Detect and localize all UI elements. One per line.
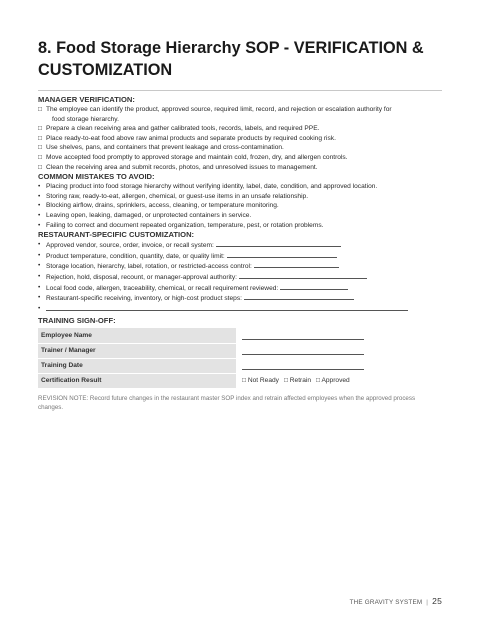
bullet-icon: • <box>38 202 41 210</box>
certification-row <box>38 373 368 388</box>
verification-text: Move accepted food promptly to approved storage and maintain cold, frozen, dry, and allergen controls. <box>46 153 348 161</box>
signoff-row <box>38 343 368 358</box>
customization-heading: RESTAURANT-SPECIFIC CUSTOMIZATION: <box>38 230 195 240</box>
mistake-text: Leaving open, leaking, damaged, or unprotected containers in service. <box>46 211 252 219</box>
fill-in-line[interactable] <box>244 293 354 300</box>
verification-item <box>38 163 446 173</box>
fill-in-line[interactable] <box>227 251 337 258</box>
verification-item <box>38 124 446 134</box>
bullet-icon: • <box>38 251 41 259</box>
checkbox-icon[interactable]: □ <box>38 153 42 161</box>
bullet-icon: • <box>38 272 41 280</box>
signoff-value-cell <box>236 328 368 343</box>
bullet-icon: • <box>38 283 41 291</box>
verification-item <box>38 134 446 144</box>
checkbox-icon[interactable]: □ <box>38 134 42 142</box>
certification-option-checkbox[interactable]: □ Retrain <box>283 377 312 385</box>
page-footer <box>350 596 442 606</box>
verification-text: Clean the receiving area and submit records, photos, and unresolved issues to management. <box>46 163 318 171</box>
certification-option-checkbox[interactable]: □ Not Ready <box>242 377 279 385</box>
customization-label: Approved vendor, source, order, invoice, or recall system: <box>46 242 214 250</box>
checkbox-icon[interactable]: □ <box>38 125 42 133</box>
signoff-row <box>38 328 368 343</box>
bullet-icon: • <box>38 304 41 312</box>
footer-brand: THE GRAVITY SYSTEM <box>349 599 423 606</box>
customization-label: Local food code, allergen, traceability, chemical, or recall requirement reviewed: <box>46 284 279 292</box>
sop-content <box>38 95 446 412</box>
manager-verification-heading: MANAGER VERIFICATION: <box>38 95 135 104</box>
revision-note: REVISION NOTE: Record future changes in the restaurant master SOP index and retrain affected employees when the approved process changes. <box>38 394 416 411</box>
mistake-text: Storing raw, ready-to-eat, allergen, chemical, or guest-use items in an unsafe relationship. <box>46 192 309 200</box>
customization-item <box>38 293 446 304</box>
checkbox-icon[interactable]: □ <box>38 163 42 171</box>
training-signoff-heading: TRAINING SIGN-OFF: <box>38 316 116 326</box>
bullet-icon: • <box>38 262 41 270</box>
bullet-icon: • <box>38 294 41 302</box>
common-mistakes-list <box>38 182 446 230</box>
checkbox-icon[interactable]: □ <box>38 106 42 113</box>
bullet-icon: • <box>38 211 41 219</box>
customization-item <box>38 272 446 283</box>
signature-line[interactable] <box>242 361 364 370</box>
fill-in-line[interactable] <box>280 283 348 290</box>
bullet-icon: • <box>38 221 41 229</box>
mistake-item <box>38 221 446 231</box>
verification-text: The employee can identify the product, approved source, required limit, record, and rejection or escalation authority for <box>46 106 392 113</box>
verification-text: Prepare a clean receiving area and gather calibrated tools, records, labels, and required PPE. <box>46 125 320 133</box>
certification-option-checkbox[interactable]: □ Approved <box>316 377 350 385</box>
signoff-value-cell <box>236 343 368 358</box>
mistake-text: Blocking airflow, drains, sprinklers, access, cleaning, or temperature monitoring. <box>46 202 279 210</box>
fill-in-line[interactable] <box>216 240 341 247</box>
customization-label: Product temperature, condition, quantity, date, or quality limit: <box>46 252 225 260</box>
signoff-label: Trainer / Manager <box>38 343 236 358</box>
footer-separator: | <box>426 599 429 606</box>
page-number: 25 <box>432 596 442 606</box>
signature-line[interactable] <box>242 331 364 340</box>
bullet-icon: • <box>38 183 41 191</box>
verification-item <box>38 153 446 163</box>
customization-label: Rejection, hold, disposal, recount, or manager-approval authority: <box>46 273 237 281</box>
common-mistakes-heading: COMMON MISTAKES TO AVOID: <box>38 172 155 182</box>
mistake-item <box>38 182 446 192</box>
manager-verification-list <box>38 105 446 172</box>
header-divider <box>38 90 442 91</box>
bullet-icon: • <box>38 241 41 249</box>
customization-label: Storage location, hierarchy, label, rotation, or restricted-access control: <box>46 263 252 271</box>
mistake-text: Failing to correct and document repeated organization, temperature, pest, or rotation problems. <box>46 221 324 229</box>
customization-item <box>38 283 446 294</box>
fill-in-line[interactable] <box>254 261 339 268</box>
fill-in-line[interactable] <box>239 272 367 279</box>
verification-text: Use shelves, pans, and containers that prevent leakage and cross-contamination. <box>46 144 284 152</box>
signoff-label: Training Date <box>38 358 236 373</box>
customization-label: Restaurant-specific receiving, inventory, or high-cost product steps: <box>46 295 242 303</box>
signoff-table <box>38 328 368 389</box>
customization-item <box>38 261 446 272</box>
mistake-item <box>38 201 446 211</box>
checkbox-icon[interactable]: □ <box>38 144 42 152</box>
bullet-icon: • <box>38 192 41 200</box>
signoff-value-cell <box>236 358 368 373</box>
customization-item <box>38 304 446 315</box>
fill-in-line[interactable] <box>46 304 408 311</box>
mistake-text: Placing product into food storage hierarchy without verifying identity, label, date, condition, and approved location. <box>46 183 378 191</box>
verification-item <box>38 143 446 153</box>
verification-text: Place ready-to-eat food above raw animal products and separate products by required cooking risk. <box>46 134 336 142</box>
customization-list <box>38 240 446 314</box>
signoff-row <box>38 358 368 373</box>
verification-item <box>38 105 446 124</box>
mistake-item <box>38 192 446 202</box>
certification-options <box>236 373 368 388</box>
signature-line[interactable] <box>242 346 364 355</box>
page-title: 8. Food Storage Hierarchy SOP - VERIFICATION & CUSTOMIZATION <box>38 39 424 79</box>
certification-label: Certification Result <box>38 373 236 388</box>
customization-item <box>38 251 446 262</box>
customization-item <box>38 240 446 251</box>
mistake-item <box>38 211 446 221</box>
verification-text-continued: food storage hierarchy. <box>52 115 119 123</box>
signoff-label: Employee Name <box>38 328 236 343</box>
